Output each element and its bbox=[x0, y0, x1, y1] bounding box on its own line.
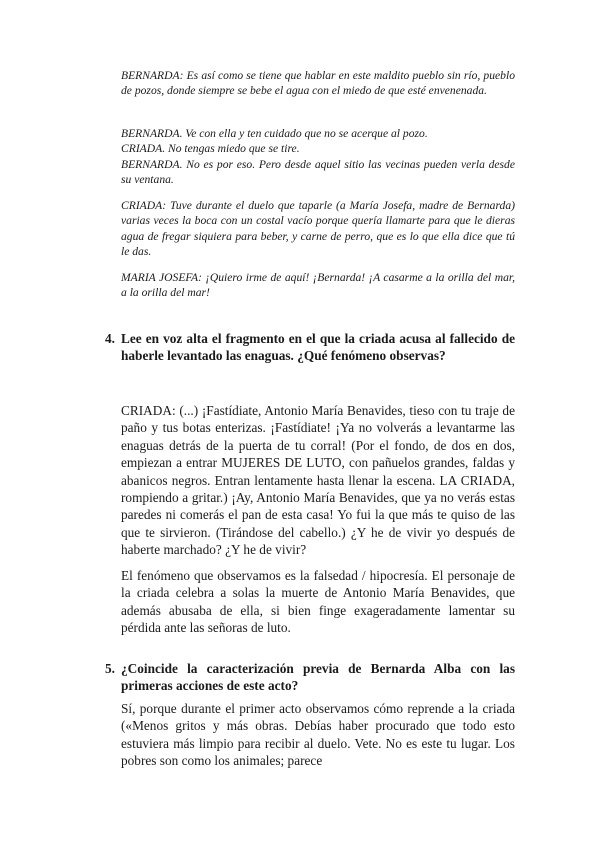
dialogue-bernarda-pueblo: BERNARDA: Es así como se tiene que hablar en este maldito pueblo sin río, pueblo de pozos, donde siempre se bebe el agua con el miedo de que esté envenenada. bbox=[121, 69, 515, 98]
dialogue-criada-duelo: CRIADA: Tuve durante el duelo que taparle (a María Josefa, madre de Bernarda) varias veces la boca con un costal vacío porque quería llamarte para que le dieras agua de fregar siquiera para beber, y carne de perro, que es lo que ella dice que tú le das. bbox=[121, 199, 515, 259]
dialogue-bernarda-ventana: BERNARDA. No es por eso. Pero desde aquel sitio las vecinas pueden verla desde su ventana. bbox=[121, 157, 515, 187]
quote-criada-fastidiate: CRIADA: (...) ¡Fastídiate, Antonio María Benavides, tieso con tu traje de paño y tus botas enterizas. ¡Fastídiate! ¡Ya no volverás a levantarme las enaguas detrás de la puerta de tu corral! (Por el fondo, de dos en dos, empiezan a entrar MUJERES DE LUTO, con pañuelos grandes, faldas y abanicos negros. Entran lentamente hasta llenar la escena. LA CRIADA, rompiendo a gritar.) ¡Ay, Antonio María Benavides, que ya no verás estas paredes ni comerás el pan de esta casa! Yo fui la que más te quiso de las que te sirvieron. (Tirándose del cabello.) ¿Y he de vivir yo después de haberte marchado? ¿Y he de vivir? bbox=[121, 403, 515, 558]
answer-5: Sí, porque durante el primer acto observamos cómo reprende a la criada («Menos gritos y más obras. Debías haber procurado que todo esto estuviera más limpio para recibir al duelo. Vete. No es este tu lugar. Los pobres son como los animales; parece bbox=[121, 701, 515, 769]
question-5-number: 5. bbox=[105, 661, 115, 676]
question-5 bbox=[105, 660, 515, 695]
dialogue-maria-josefa: MARIA JOSEFA: ¡Quiero irme de aquí! ¡Bernarda! ¡A casarme a la orilla del mar, a la orilla del mar! bbox=[121, 271, 515, 300]
question-4 bbox=[105, 330, 515, 365]
answer-4: El fenómeno que observamos es la falsedad / hipocresía. El personaje de la criada celebra a solas la muerte de Antonio María Benavides, que además abusaba de ella, si bien finge exageradamente lamentar su pérdida ante las señoras de luto. bbox=[121, 568, 515, 636]
question-5-text: ¿Coincide la caracterización previa de Bernarda Alba con las primeras acciones de este acto? bbox=[121, 661, 515, 694]
dialogue-bernarda-pozo: BERNARDA. Ve con ella y ten cuidado que no se acerque al pozo. bbox=[121, 127, 428, 140]
dialogue-group-pozo bbox=[121, 126, 515, 188]
question-4-text: Lee en voz alta el fragmento en el que la criada acusa al fallecido de haberle levantado las enaguas. ¿Qué fenómeno observas? bbox=[121, 331, 515, 364]
question-4-number: 4. bbox=[105, 331, 115, 346]
dialogue-criada-tire: CRIADA. No tengas miedo que se tire. bbox=[121, 142, 300, 156]
